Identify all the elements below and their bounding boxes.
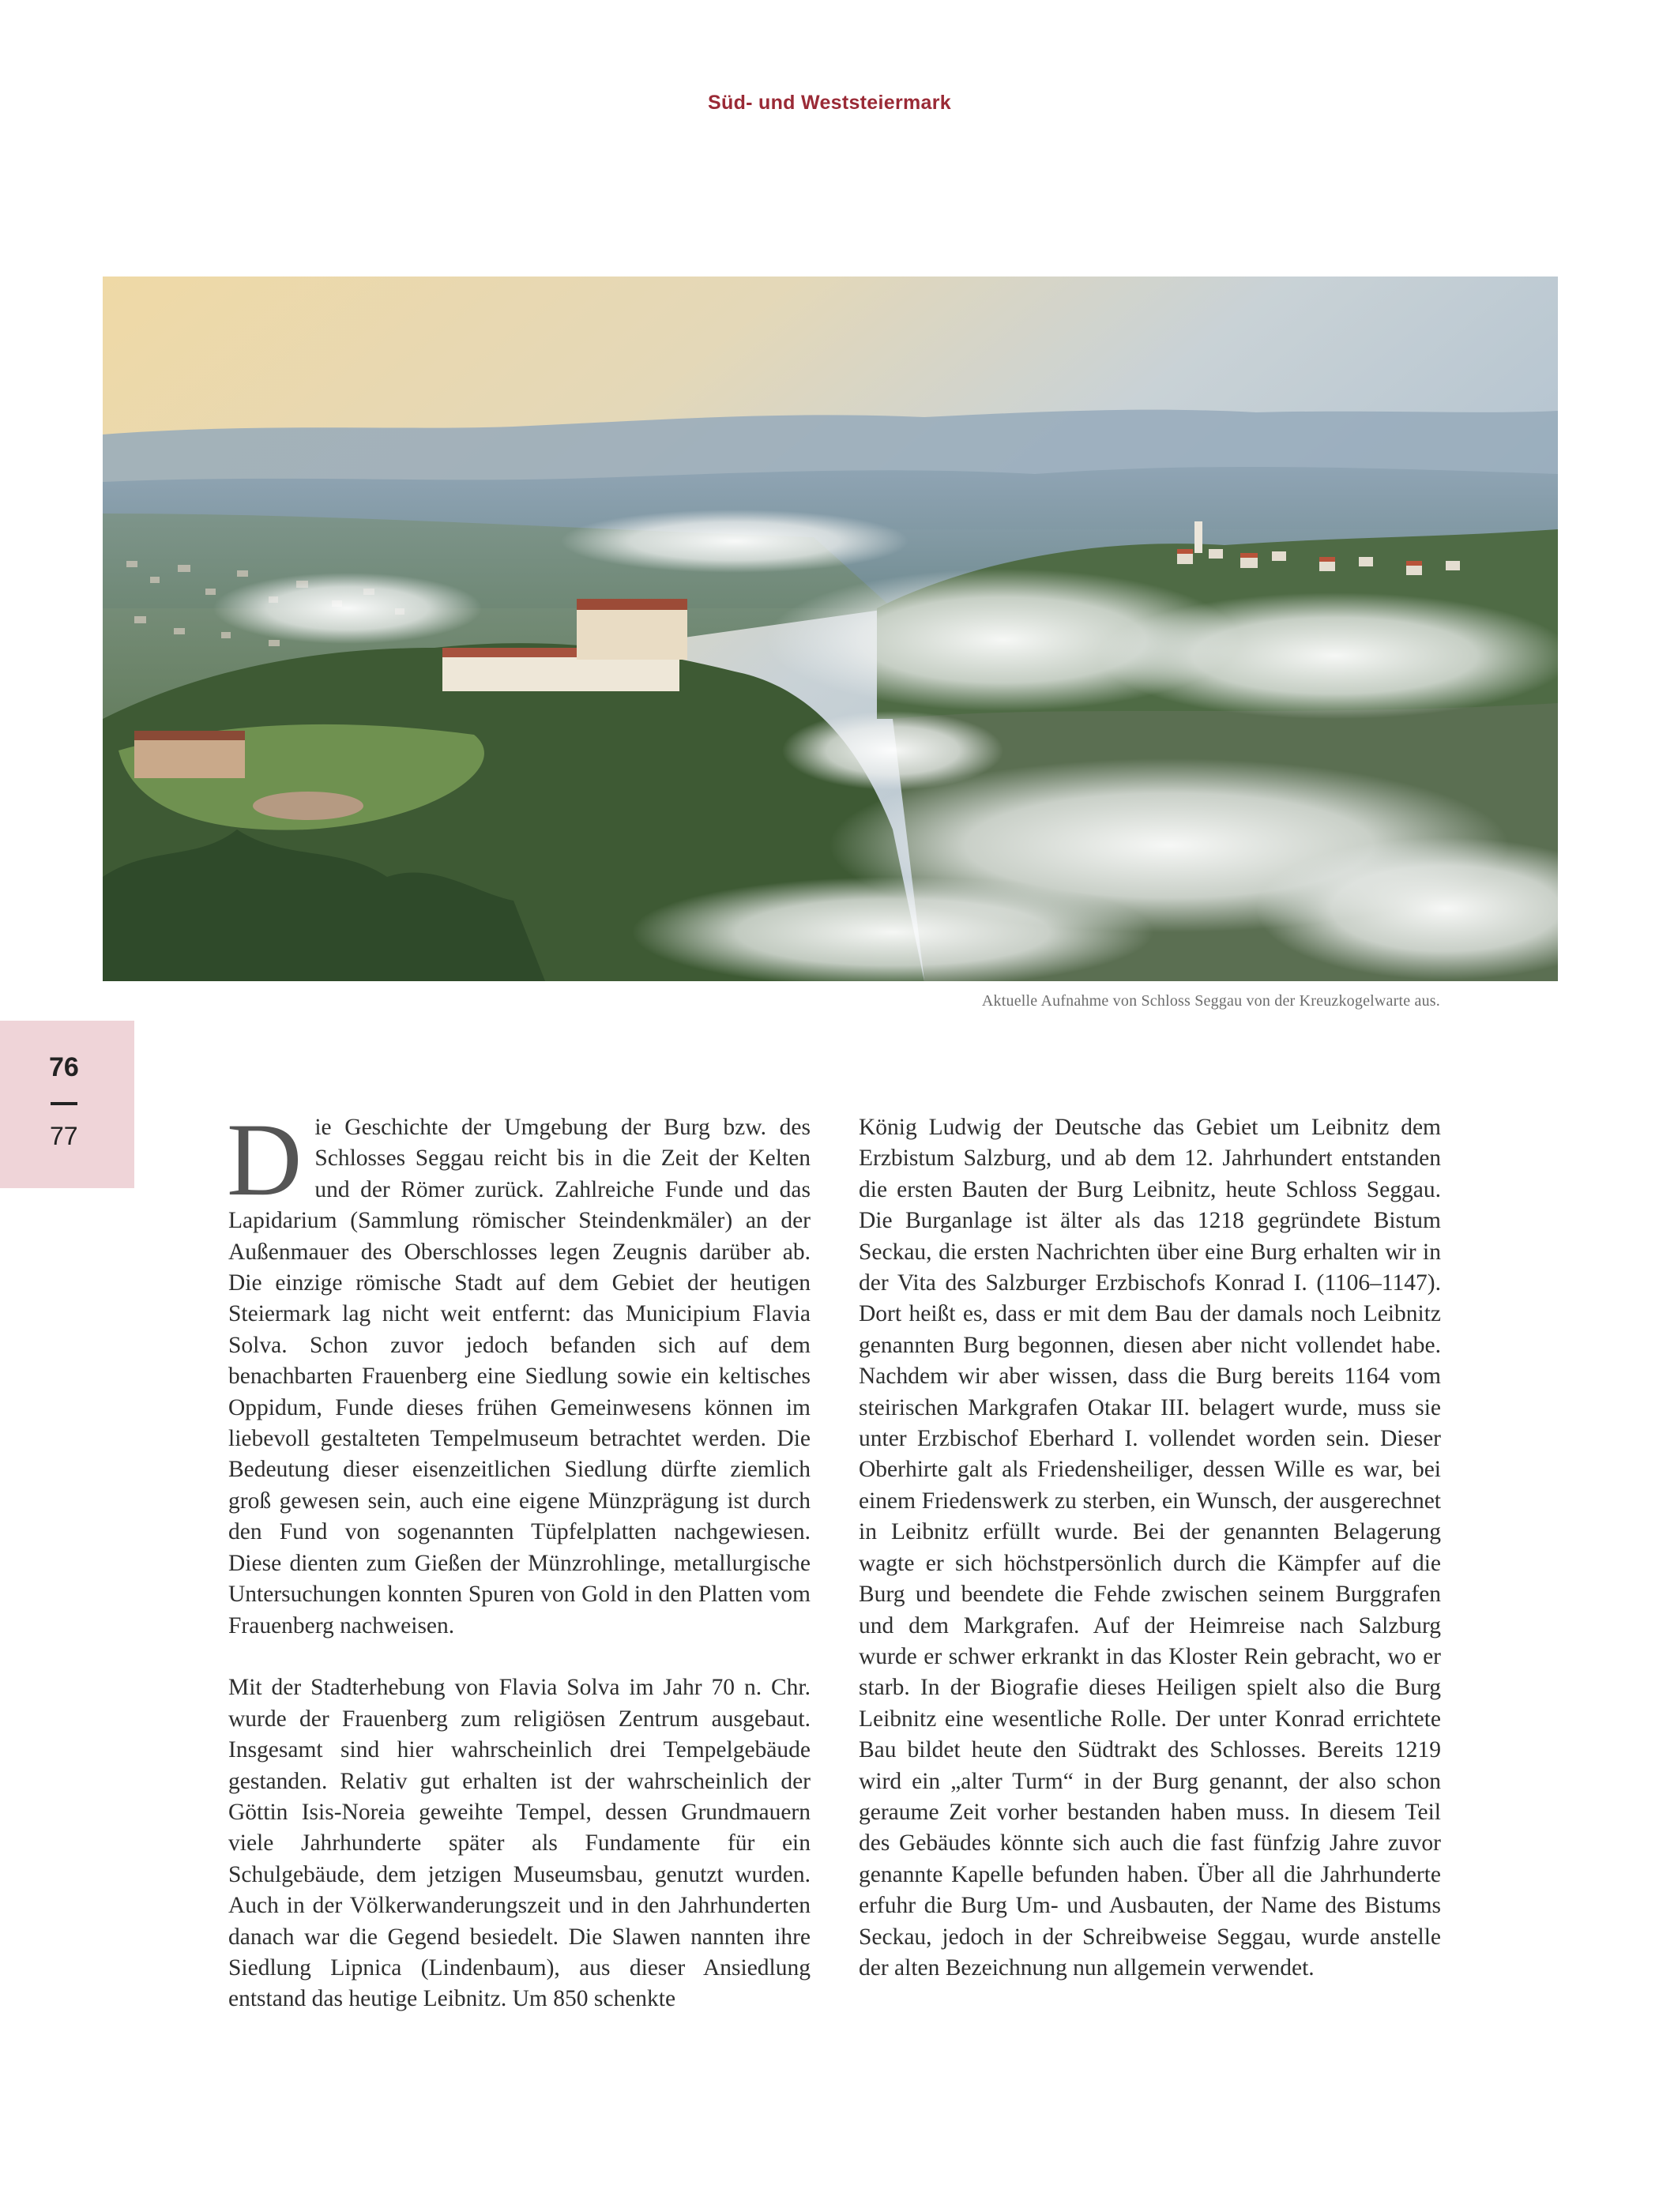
church-tower	[1194, 521, 1202, 553]
drop-cap: D	[227, 1101, 303, 1217]
article-column-right	[859, 1112, 1441, 1984]
page-number-current: 76	[49, 1052, 79, 1082]
article-column-left	[227, 1101, 811, 2015]
article-paragraph	[227, 1101, 811, 1642]
article-paragraph: König Ludwig der Deutsche das Gebiet um Leibnitz dem Erzbistum Salzburg, und ab dem 12. Jahrhundert entstanden die ersten Bauten der Burg Leibnitz, heute Schloss Seggau. Die Burganlage ist älter als das 1218 gegründete Bistum Seckau, die ersten Nachrichten über eine Burg erhalten wir in der Vita des Salzburger Erzbischofs Konrad I. (1106–1147). Dort heißt es, dass er mit dem Bau der damals noch Leibnitz genannten Burg begonnen, diesen aber nicht vollendet habe. Nachdem wir aber wissen, dass die Burg bereits 1164 vom steirischen Markgrafen Otakar III. belagert wurde, muss sie unter Erzbischof Eberhard I. vollendet worden sein. Dieser Oberhirte galt als Friedensheiliger, dessen Wille es war, bei einem Friedenswerk zu sterben, ein Wunsch, der ausgerechnet in Leibnitz erfüllt wurde. Bei der genannten Belagerung wagte er sich höchstpersönlich durch die Kämpfer auf die Burg und beendete die Fehde zwischen seinem Burggrafen und dem Markgrafen. Auf der Heimreise nach Salzburg wurde er schwer erkrankt in das Kloster Rein gebracht, wo er starb. In der Biografie dieses Heiligen spielt also die Burg Leibnitz eine wesentliche Rolle. Der unter Konrad errichtete Bau bildet heute den Südtrakt des Schlosses. Bereits 1219 wird ein „alter Turm“ in der Burg genannt, der also schon geraume Zeit vorher bestanden haben muss. In diesem Teil des Gebäudes könnte sich auch die fast fünfzig Jahre zuvor genannte Kapelle befunden haben. Über all die Jahrhunderte erfuhr die Burg Um- und Ausbauten, der Name des Bistums Seckau, jedoch in der Schreibweise Seggau, wurde anstelle der alten Bezeichnung nun allgemein verwendet.	[859, 1115, 1441, 1981]
paragraph-text: ie Geschichte der Umgebung der Burg bzw. des Schlosses Seggau reicht bis in die Zeit der Kelten und der Römer zurück. Zahlreiche Funde und das Lapidarium (Sammlung römischer Steindenkmäler) an der Außenmauer des Oberschlosses legen Zeugnis darüber ab. Die einzige römische Stadt auf dem Gebiet der heutigen Steiermark lag nicht weit entfernt: das Municipium Flavia Solva. Schon zuvor jedoch befanden sich auf dem benachbarten Frauenberg eine Siedlung sowie ein keltisches Oppidum, Funde dieses frühen Gemeinwesens können im liebevoll gestalteten Tempelmuseum betrachtet werden. Die Bedeutung dieser eisenzeitlichen Siedlung dürfte ziemlich groß gewesen sein, auch eine eigene Münzprägung ist durch den Fund von sogenannten Tüpfelplatten nachgewiesen. Diese dienten zum Gießen der Münzrohlinge, metallurgische Untersuchungen konnten Spuren von Gold in den Platten vom Frauenberg nachweisen.	[228, 1115, 811, 1638]
page-number-separator	[51, 1102, 77, 1105]
page-number-tab	[0, 1021, 134, 1188]
running-head: Süd- und Weststeiermark	[708, 92, 951, 114]
photo-caption: Aktuelle Aufnahme von Schloss Seggau von der Kreuzkogelwarte aus.	[981, 992, 1440, 1010]
page-number-next: 77	[50, 1122, 78, 1150]
article-paragraph: Mit der Stadterhebung von Flavia Solva im Jahr 70 n. Chr. wurde der Frauenberg zum religiösen Zentrum ausgebaut. Insgesamt sind hier wahrscheinlich drei Tempelgebäude gestanden. Relativ gut erhalten ist der wahrscheinlich der Göttin Isis-Noreia geweihte Tempel, dessen Grundmauern viele Jahrhunderte später als Fundamente für ein Schulgebäude, dem jetzigen Museumsbau, genutzt wurden. Auch in der Völkerwanderungszeit und in den Jahrhunderten danach war die Gegend besiedelt. Die Slawen nannten ihre Siedlung Lipnica (Lindenbaum), aus dieser Ansiedlung entstand das heutige Leibnitz. Um 850 schenkte	[228, 1675, 811, 2012]
landscape-photo	[103, 276, 1558, 981]
